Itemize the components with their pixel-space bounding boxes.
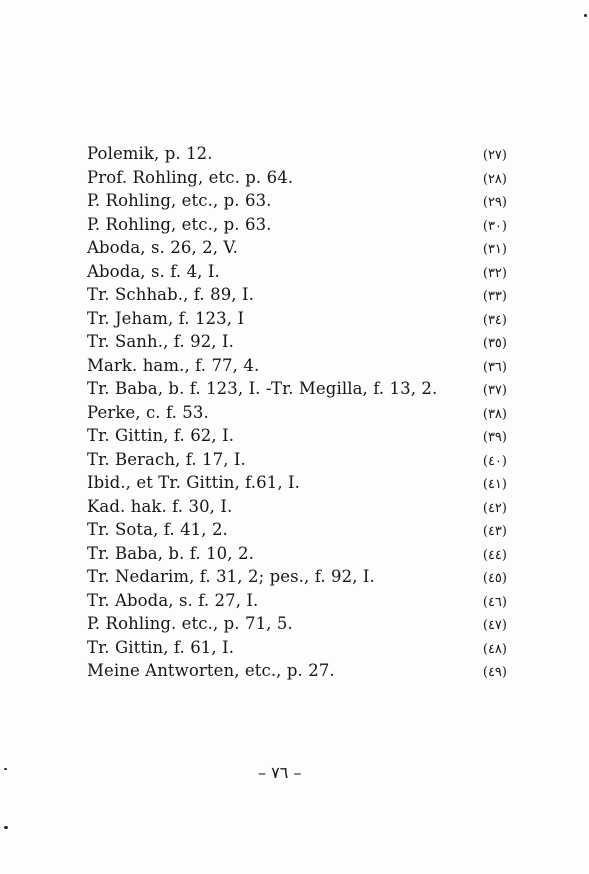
footnote-row — [87, 449, 507, 473]
footnote-text: Tr. Gittin, f. 62, I. — [87, 426, 235, 445]
footnote-row — [87, 261, 507, 285]
footnote-text: Polemik, p. 12. — [87, 144, 213, 163]
footnote-row — [87, 425, 507, 449]
footnote-text: Tr. Aboda, s. f. 27, I. — [87, 590, 259, 610]
footnote-row — [87, 331, 507, 355]
footnote-text: Prof. Rohling, etc. p. 64. — [87, 167, 294, 187]
footnote-row — [87, 613, 507, 637]
footnote-row — [87, 284, 507, 308]
footnote-row — [87, 637, 507, 661]
footnote-text: P. Rohling. etc., p. 71, 5. — [87, 614, 293, 633]
footnote-row — [87, 190, 507, 214]
footnote-number: (٣٩) — [482, 430, 507, 445]
footnote-number: (٢٩) — [482, 195, 507, 210]
footnote-text: Perke, c. f. 53. — [87, 402, 209, 422]
footnote-number: (٤٧) — [482, 618, 507, 633]
footnote-text: Aboda, s. 26, 2, V. — [87, 238, 238, 257]
scan-speck — [584, 14, 587, 17]
footnote-text: Meine Antworten, etc., p. 27. — [87, 661, 335, 680]
footnote-text: Ibid., et Tr. Gittin, f.61, I. — [87, 473, 300, 492]
page-number: – ٧٦ – — [258, 763, 302, 782]
footnote-row — [87, 519, 507, 543]
footnote-row — [87, 214, 507, 238]
footnote-row — [87, 660, 507, 684]
footnote-row — [87, 590, 507, 614]
footnote-number: (٣٢) — [482, 265, 507, 281]
footnote-text: Mark. ham., f. 77, 4. — [87, 355, 260, 375]
footnote-row — [87, 308, 507, 332]
footnote-number: (٣٨) — [482, 406, 507, 422]
footnote-text: P. Rohling, etc., p. 63. — [87, 191, 272, 210]
footnote-row — [87, 402, 507, 426]
footnote-number: (٤٩) — [482, 665, 507, 680]
footnote-number: (٢٧) — [482, 148, 507, 163]
footnote-text: Tr. Schhab., f. 89, I. — [87, 285, 254, 304]
footnote-number: (٤٨) — [482, 641, 507, 657]
footnote-number: (٤٣) — [482, 524, 507, 539]
footnote-number: (٢٨) — [482, 171, 507, 187]
footnote-text: Kad. hak. f. 30, I. — [87, 496, 233, 516]
footnote-number: (٤٠) — [482, 453, 507, 469]
scan-speck — [4, 768, 7, 770]
footnote-row — [87, 237, 507, 261]
footnote-row — [87, 472, 507, 496]
footnote-number: (٣١) — [482, 242, 507, 257]
footnote-text: Tr. Gittin, f. 61, I. — [87, 637, 235, 657]
footnote-row — [87, 167, 507, 191]
footnote-number: (٣٦) — [482, 359, 507, 375]
footnote-number: (٤٥) — [482, 571, 507, 586]
footnote-number: (٤٤) — [482, 547, 507, 563]
footnote-number: (٣٤) — [482, 312, 507, 328]
footnote-text: Tr. Jeham, f. 123, I — [87, 308, 245, 328]
footnote-row — [87, 496, 507, 520]
footnote-row — [87, 566, 507, 590]
footnote-text: Tr. Baba, b. f. 123, I. -Tr. Megilla, f. 13, 2. — [87, 379, 438, 398]
footnote-number: (٣٧) — [482, 383, 507, 398]
footnote-text: Tr. Sanh., f. 92, I. — [87, 332, 234, 351]
footnote-text: Tr. Baba, b. f. 10, 2. — [87, 543, 254, 563]
footnote-text: Tr. Nedarim, f. 31, 2; pes., f. 92, I. — [87, 567, 375, 586]
footnote-text: Tr. Berach, f. 17, I. — [87, 449, 246, 469]
footnote-text: Tr. Sota, f. 41, 2. — [87, 520, 228, 539]
footnote-number: (٣٣) — [482, 289, 507, 304]
footnote-row — [87, 355, 507, 379]
scan-speck — [4, 826, 8, 829]
footnote-text: Aboda, s. f. 4, I. — [87, 261, 220, 281]
footnote-number: (٤٢) — [482, 500, 507, 516]
footnote-row — [87, 543, 507, 567]
footnote-number: (٤١) — [482, 477, 507, 492]
footnote-row — [87, 143, 507, 167]
footnote-number: (٣٠) — [482, 218, 507, 234]
footnote-list — [87, 143, 507, 684]
footnote-row — [87, 378, 507, 402]
footnote-text: P. Rohling, etc., p. 63. — [87, 214, 272, 234]
footnote-number: (٣٥) — [482, 336, 507, 351]
footnote-number: (٤٦) — [482, 594, 507, 610]
